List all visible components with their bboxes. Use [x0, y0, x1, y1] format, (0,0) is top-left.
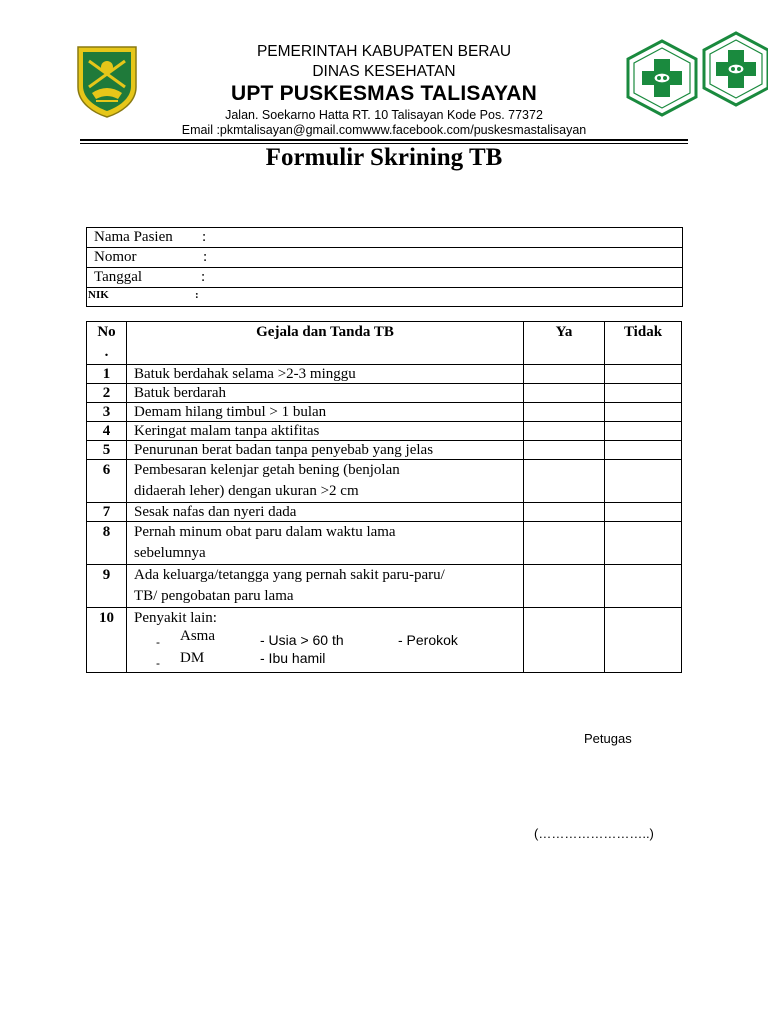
table-row	[87, 503, 682, 522]
yes-checkbox-cell[interactable]	[524, 460, 605, 503]
header-divider-thick	[80, 139, 688, 141]
row-number: 1	[87, 365, 127, 384]
col-header-no-line2: .	[104, 344, 109, 360]
field-colon: :	[202, 229, 207, 245]
col-header-symptom: Gejala dan Tanda TB	[127, 322, 524, 365]
no-checkbox-cell[interactable]	[605, 503, 682, 522]
field-label: NIK	[88, 289, 109, 301]
symptom-line: sebelumnya	[134, 545, 206, 561]
table-row	[87, 565, 682, 608]
no-checkbox-cell[interactable]	[605, 365, 682, 384]
yes-checkbox-cell[interactable]	[524, 522, 605, 565]
no-checkbox-cell[interactable]	[605, 460, 682, 503]
col-header-no	[87, 322, 127, 365]
table-row	[87, 522, 682, 565]
field-label: Tanggal	[94, 269, 143, 285]
row-number: 9	[87, 565, 127, 608]
symptom-text: Demam hilang timbul > 1 bulan	[127, 403, 524, 422]
symptom-line: Pembesaran kelenjar getah bening (benjolan	[134, 462, 400, 478]
table-row	[87, 422, 682, 441]
option-smoker: - Perokok	[398, 632, 458, 648]
row-number: 2	[87, 384, 127, 403]
option-age-over-60: - Usia > 60 th	[260, 632, 344, 648]
symptom-line: Ada keluarga/tetangga yang pernah sakit paru-paru/	[134, 567, 445, 583]
table-row	[87, 441, 682, 460]
header-address: Jalan. Soekarno Hatta RT. 10 Talisayan Kode Pos. 77372	[225, 108, 543, 122]
no-checkbox-cell[interactable]	[605, 441, 682, 460]
list-dash: -	[156, 656, 160, 670]
symptom-line: TB/ pengobatan paru lama	[134, 588, 294, 604]
patient-number-field[interactable]	[87, 248, 682, 268]
table-row	[87, 365, 682, 384]
field-colon: :	[195, 289, 199, 301]
symptom-line: didaerah leher) dengan ukuran >2 cm	[134, 483, 359, 499]
no-checkbox-cell[interactable]	[605, 422, 682, 441]
header-contact: Email :pkmtalisayan@gmail.comwww.facebook.com/puskesmastalisayan	[181, 123, 587, 137]
yes-checkbox-cell[interactable]	[524, 565, 605, 608]
symptom-text	[127, 565, 524, 608]
option-asma: Asma	[180, 628, 215, 644]
screening-table	[86, 321, 682, 673]
col-header-no-answer: Tidak	[605, 322, 682, 365]
field-colon: :	[201, 269, 206, 285]
col-header-yes: Ya	[524, 322, 605, 365]
yes-checkbox-cell[interactable]	[524, 384, 605, 403]
row-number: 6	[87, 460, 127, 503]
symptom-text: Batuk berdarah	[127, 384, 524, 403]
row-number: 5	[87, 441, 127, 460]
row-number: 8	[87, 522, 127, 565]
signature-line: (……………………..)	[534, 826, 654, 841]
field-colon: :	[203, 249, 208, 265]
patient-date-field[interactable]	[87, 268, 682, 288]
yes-checkbox-cell[interactable]	[524, 503, 605, 522]
no-checkbox-cell[interactable]	[605, 384, 682, 403]
yes-checkbox-cell[interactable]	[524, 403, 605, 422]
no-checkbox-cell[interactable]	[605, 522, 682, 565]
row-number: 10	[87, 608, 127, 673]
list-dash: -	[156, 635, 160, 649]
col-header-no-line1: No	[97, 324, 116, 340]
table-header-row	[87, 322, 682, 365]
field-label: Nomor	[94, 249, 137, 265]
symptom-line: Pernah minum obat paru dalam waktu lama	[134, 524, 396, 540]
no-checkbox-cell[interactable]	[605, 565, 682, 608]
no-checkbox-cell[interactable]	[605, 608, 682, 673]
symptom-text: Batuk berdahak selama >2-3 minggu	[127, 365, 524, 384]
option-dm: DM	[180, 650, 205, 666]
other-diseases-list	[134, 628, 523, 672]
patient-info-box	[86, 227, 683, 307]
other-diseases-label: Penyakit lain:	[134, 610, 217, 626]
yes-checkbox-cell[interactable]	[524, 441, 605, 460]
form-title: Formulir Skrining TB	[265, 144, 503, 171]
table-row	[87, 384, 682, 403]
row-number: 7	[87, 503, 127, 522]
table-row	[87, 403, 682, 422]
symptom-text	[127, 460, 524, 503]
yes-checkbox-cell[interactable]	[524, 365, 605, 384]
symptom-text	[127, 522, 524, 565]
field-label: Nama Pasien	[94, 229, 173, 245]
row-number: 3	[87, 403, 127, 422]
header-government: PEMERINTAH KABUPATEN BERAU	[256, 43, 512, 60]
header-institution: UPT PUSKESMAS TALISAYAN	[230, 82, 538, 105]
symptom-text: Keringat malam tanpa aktifitas	[127, 422, 524, 441]
patient-nik-field[interactable]	[87, 288, 682, 306]
row-number: 4	[87, 422, 127, 441]
yes-checkbox-cell[interactable]	[524, 608, 605, 673]
table-row-other-diseases	[87, 608, 682, 673]
patient-name-field[interactable]	[87, 228, 682, 248]
no-checkbox-cell[interactable]	[605, 403, 682, 422]
option-pregnant: - Ibu hamil	[260, 650, 326, 666]
symptom-text: Sesak nafas dan nyeri dada	[127, 503, 524, 522]
table-row	[87, 460, 682, 503]
officer-label: Petugas	[584, 731, 632, 746]
yes-checkbox-cell[interactable]	[524, 422, 605, 441]
other-diseases-cell	[127, 608, 524, 673]
header-department: DINAS KESEHATAN	[312, 63, 456, 80]
symptom-text: Penurunan berat badan tanpa penyebab yang jelas	[127, 441, 524, 460]
